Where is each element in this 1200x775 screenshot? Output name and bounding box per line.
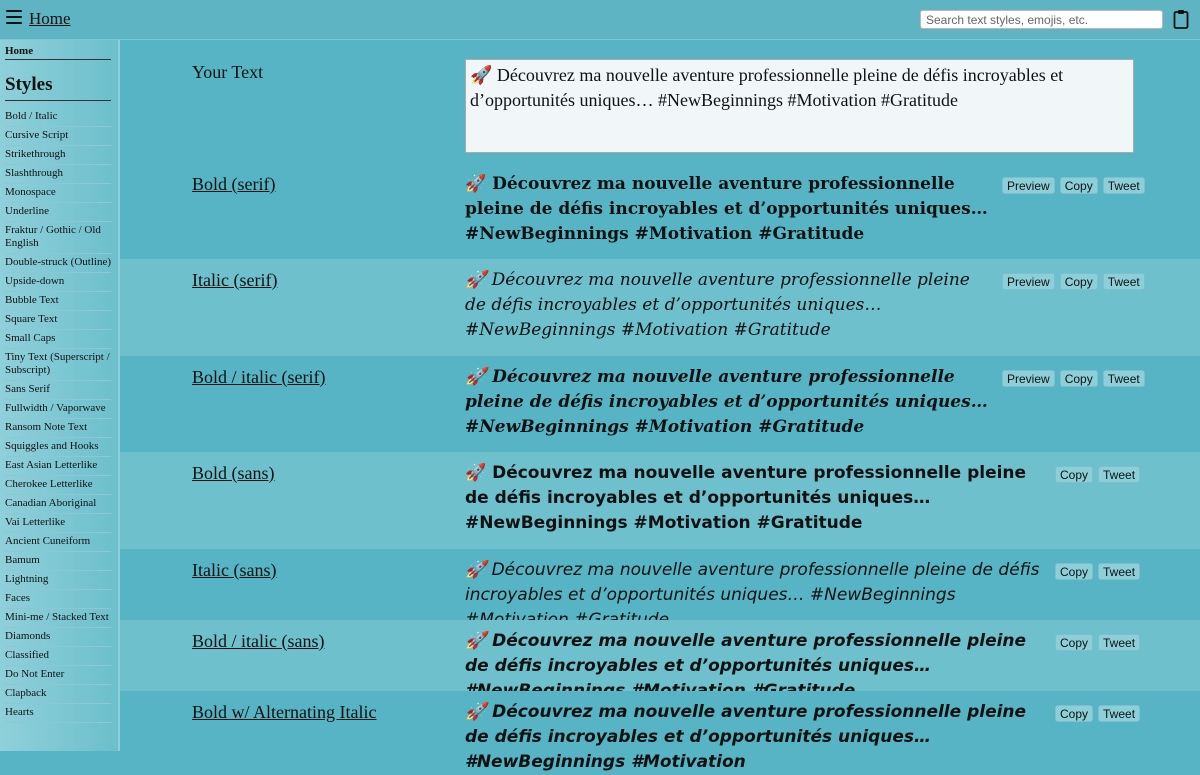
- row-actions: [1055, 563, 1140, 580]
- style-title-italic-sans[interactable]: Italic (sans): [192, 560, 277, 580]
- sidebar-item-slashthrough[interactable]: Slashthrough: [5, 165, 111, 184]
- style-row-bold-alternating-italic: [120, 691, 1200, 772]
- your-text-input[interactable]: [465, 59, 1134, 153]
- sidebar: [0, 40, 120, 751]
- row-actions: [1002, 177, 1145, 194]
- sidebar-style-list: [5, 108, 111, 723]
- top-bar: [0, 0, 1200, 40]
- sidebar-item-diamonds[interactable]: Diamonds: [5, 628, 111, 647]
- style-title-bold-alternating-italic[interactable]: Bold w/ Alternating Italic: [192, 702, 377, 722]
- row-actions: [1055, 466, 1140, 483]
- row-actions: [1002, 273, 1145, 290]
- sidebar-item-canadian-aboriginal[interactable]: Canadian Aboriginal: [5, 495, 111, 514]
- preview-button[interactable]: Preview: [1002, 177, 1055, 194]
- clipboard-icon[interactable]: [1173, 9, 1189, 29]
- sidebar-item-fraktur[interactable]: Fraktur / Gothic / Old English: [5, 222, 111, 254]
- style-row-bold-serif: [120, 163, 1200, 259]
- sidebar-item-tiny-text[interactable]: Tiny Text (Superscript / Subscript): [5, 349, 111, 381]
- sidebar-item-double-struck[interactable]: Double-struck (Outline): [5, 254, 111, 273]
- sidebar-item-ransom-note[interactable]: Ransom Note Text: [5, 419, 111, 438]
- sidebar-item-small-caps[interactable]: Small Caps: [5, 330, 111, 349]
- copy-button[interactable]: Copy: [1060, 177, 1098, 194]
- copy-button[interactable]: Copy: [1055, 563, 1093, 580]
- sidebar-home-link[interactable]: Home: [5, 45, 111, 60]
- home-link[interactable]: Home: [29, 9, 71, 28]
- search-input[interactable]: [920, 10, 1163, 29]
- style-title-bold-italic-sans[interactable]: Bold / italic (sans): [192, 631, 325, 651]
- tweet-button[interactable]: Tweet: [1103, 177, 1145, 194]
- copy-button[interactable]: Copy: [1060, 273, 1098, 290]
- style-row-italic-sans: [120, 549, 1200, 620]
- style-output-bold-italic-sans: 🚀 Découvrez ma nouvelle aventure professionnelle pleine de défis incroyables et d’opportunités uniques…: [465, 631, 1027, 676]
- copy-button[interactable]: Copy: [1055, 705, 1093, 722]
- sidebar-item-strikethrough[interactable]: Strikethrough: [5, 146, 111, 165]
- sidebar-item-vai[interactable]: Vai Letterlike: [5, 514, 111, 533]
- style-row-bold-italic-serif: [120, 356, 1200, 452]
- style-row-bold-sans: [120, 452, 1200, 549]
- style-output-italic-sans: 🚀 Découvrez ma nouvelle aventure professionnelle pleine de défis incroyables et d’opportunités uniques… #NewBeginnings: [465, 560, 1040, 605]
- row-actions: [1002, 370, 1145, 387]
- style-output-bold-alternating-italic: 🚀 Découvrez ma nouvelle aventure professionnelle pleine de défis incroyables et d’opportunités uniques… #NewBeginnings #Motivation: [465, 702, 1027, 772]
- tweet-button[interactable]: Tweet: [1098, 466, 1140, 483]
- sidebar-title: Styles: [5, 74, 111, 101]
- copy-button[interactable]: Copy: [1055, 634, 1093, 651]
- style-title-bold-italic-serif[interactable]: Bold / italic (serif): [192, 367, 326, 387]
- tweet-button[interactable]: Tweet: [1098, 705, 1140, 722]
- tweet-button[interactable]: Tweet: [1103, 273, 1145, 290]
- sidebar-item-cuneiform[interactable]: Ancient Cuneiform: [5, 533, 111, 552]
- style-output-bold-italic-serif: 🚀 Découvrez ma nouvelle aventure professionnelle pleine de défis incroyables et d’opportunités uniques… #NewBeginnings #Motivation #Gratitude: [465, 367, 988, 437]
- sidebar-item-bamum[interactable]: Bamum: [5, 552, 111, 571]
- style-output-italic-serif: 🚀 Découvrez ma nouvelle aventure professionnelle pleine de défis incroyables et d’opportunités uniques… #NewBeginnings #Motivation #Gratitude: [465, 270, 970, 340]
- sidebar-item-do-not-enter[interactable]: Do Not Enter: [5, 666, 111, 685]
- style-row-italic-serif: [120, 259, 1200, 356]
- sidebar-item-east-asian[interactable]: East Asian Letterlike: [5, 457, 111, 476]
- main-content: [120, 40, 1200, 772]
- sidebar-item-mini-me[interactable]: Mini-me / Stacked Text: [5, 609, 111, 628]
- sidebar-item-squiggles[interactable]: Squiggles and Hooks: [5, 438, 111, 457]
- sidebar-item-underline[interactable]: Underline: [5, 203, 111, 222]
- row-actions: [1055, 634, 1140, 651]
- tweet-button[interactable]: Tweet: [1098, 634, 1140, 651]
- copy-button[interactable]: Copy: [1055, 466, 1093, 483]
- sidebar-item-bold-italic[interactable]: Bold / Italic: [5, 108, 111, 127]
- sidebar-item-bubble-text[interactable]: Bubble Text: [5, 292, 111, 311]
- your-text-label: Your Text: [192, 62, 264, 82]
- style-title-italic-serif[interactable]: Italic (serif): [192, 270, 278, 290]
- style-title-bold-sans[interactable]: Bold (sans): [192, 463, 275, 483]
- sidebar-item-classified[interactable]: Classified: [5, 647, 111, 666]
- copy-button[interactable]: Copy: [1060, 370, 1098, 387]
- sidebar-item-hearts[interactable]: Hearts: [5, 704, 111, 723]
- sidebar-item-square-text[interactable]: Square Text: [5, 311, 111, 330]
- sidebar-item-cursive-script[interactable]: Cursive Script: [5, 127, 111, 146]
- style-output-bold-sans: 🚀 Découvrez ma nouvelle aventure professionnelle pleine de défis incroyables et d’opportunités uniques… #NewBeginnings #Motivation #Gratitude: [465, 463, 1027, 533]
- preview-button[interactable]: Preview: [1002, 370, 1055, 387]
- sidebar-item-faces[interactable]: Faces: [5, 590, 111, 609]
- sidebar-item-upside-down[interactable]: Upside-down: [5, 273, 111, 292]
- sidebar-item-cherokee[interactable]: Cherokee Letterlike: [5, 476, 111, 495]
- sidebar-item-monospace[interactable]: Monospace: [5, 184, 111, 203]
- style-row-bold-italic-sans: [120, 620, 1200, 691]
- tweet-button[interactable]: Tweet: [1098, 563, 1140, 580]
- sidebar-item-lightning[interactable]: Lightning: [5, 571, 111, 590]
- tweet-button[interactable]: Tweet: [1103, 370, 1145, 387]
- hamburger-menu-icon[interactable]: [6, 10, 22, 24]
- sidebar-item-sans-serif[interactable]: Sans Serif: [5, 381, 111, 400]
- style-output-bold-serif: 🚀 Découvrez ma nouvelle aventure professionnelle pleine de défis incroyables et d’opportunités uniques… #NewBeginnings #Motivation #Gratitude: [465, 174, 988, 244]
- row-actions: [1055, 705, 1140, 722]
- preview-button[interactable]: Preview: [1002, 273, 1055, 290]
- style-title-bold-serif[interactable]: Bold (serif): [192, 174, 276, 194]
- sidebar-item-clapback[interactable]: Clapback: [5, 685, 111, 704]
- sidebar-item-fullwidth[interactable]: Fullwidth / Vaporwave: [5, 400, 111, 419]
